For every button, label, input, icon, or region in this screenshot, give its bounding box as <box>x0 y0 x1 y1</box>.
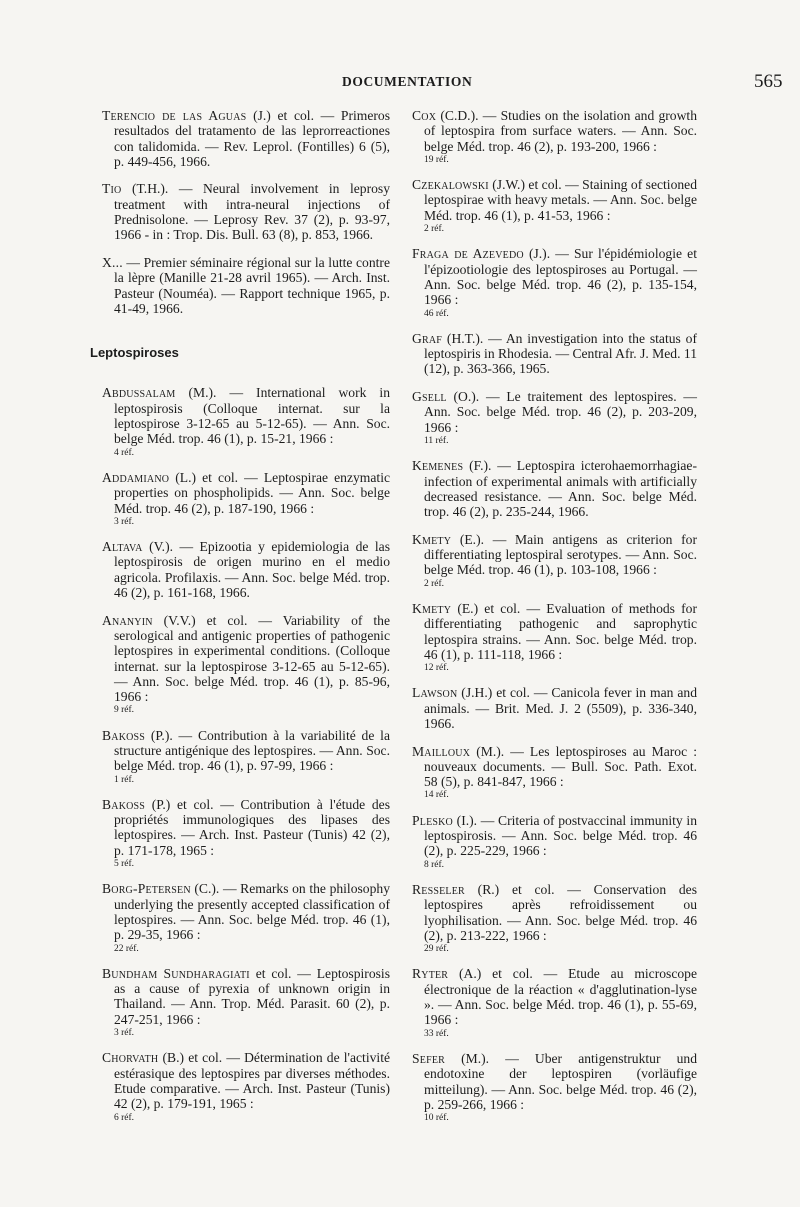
bibliography-entry <box>412 966 697 1038</box>
entry-citation: (C.). — Remarks on the philosophy underlying the presently accepted classification of leptospires. — Ann. Soc. belge Méd. trop. 46 (1), p. 29-35, 1966 : <box>114 881 390 943</box>
reference-count: 3 réf. <box>114 516 135 527</box>
entry-author: Abdussalam <box>102 385 176 401</box>
reference-count: 11 réf. <box>424 435 449 446</box>
bibliography-entry <box>102 728 390 785</box>
reference-count: 4 réf. <box>114 447 135 458</box>
bibliography-entry <box>102 470 390 527</box>
running-title: DOCUMENTATION <box>342 74 473 89</box>
entry-author: Kemenes <box>412 458 464 474</box>
reference-count: 46 réf. <box>424 308 449 319</box>
entry-citation: (T.H.). — Neural involvement in leprosy treatment with intra-neural injections of Prednisolone. — Leprosy Rev. 37 (2), p. 93-97, 1966 - in : Trop. Dis. Bull. 63 (8), p. 853, 1966. <box>114 181 390 243</box>
reference-count: 14 réf. <box>424 790 449 801</box>
bibliography-entry <box>412 744 697 801</box>
entry-author: Bundham Sundharagiati <box>102 965 250 981</box>
entry-citation: (L.) et col. — Leptospirae enzymatic properties on phospholipids. — Ann. Soc. belge Méd. trop. 46 (2), p. 187-190, 1966 : <box>114 469 390 516</box>
entry-author: Ryter <box>412 966 449 982</box>
entry-citation: (E.) et col. — Evaluation of methods for differentiating pathogenic and saprophytic leptospira strains. — Ann. Soc. belge Méd. trop. 46 (1), p. 111-118, 1966 : <box>424 600 697 662</box>
entry-citation: (J.H.) et col. — Canicola fever in man and animals. — Brit. Med. J. 2 (5509), p. 336-340, 1966. <box>424 685 697 731</box>
right-column <box>412 108 697 1135</box>
reference-count: 8 réf. <box>424 859 445 870</box>
bibliography-entry <box>412 108 697 165</box>
reference-count: 10 réf. <box>424 1113 449 1124</box>
entry-author: X... <box>102 254 123 270</box>
reference-count: 29 réf. <box>424 944 449 955</box>
entry-author: Altava <box>102 539 143 555</box>
entry-author: Tio <box>102 181 122 197</box>
bibliography-entry <box>412 246 697 318</box>
entry-author: Kmety <box>412 531 452 547</box>
bibliography-entry <box>102 255 390 316</box>
bibliography-entry <box>412 458 697 519</box>
bibliography-entry <box>102 613 390 716</box>
bibliography-entry <box>412 331 697 377</box>
bibliography-entry <box>102 1050 390 1122</box>
bibliography-entry <box>412 177 697 234</box>
bibliography-entry <box>412 389 697 446</box>
entry-citation: (C.D.). — Studies on the isolation and growth of leptospira from surface waters. — Ann. Soc. belge Méd. trop. 46 (2), p. 193-200, 1966 : <box>424 108 697 154</box>
entry-author: Addamiano <box>102 469 170 485</box>
reference-count: 2 réf. <box>424 224 445 235</box>
bibliography-entry <box>412 813 697 870</box>
reference-count: 33 réf. <box>424 1028 449 1039</box>
reference-count: 6 réf. <box>114 1112 135 1123</box>
entry-author: Lawson <box>412 685 458 701</box>
bibliography-entry <box>102 797 390 869</box>
entry-author: Mailloux <box>412 743 471 759</box>
entry-author: Chorvath <box>102 1050 159 1066</box>
bibliography-entry <box>412 601 697 673</box>
bibliography-entry <box>412 685 697 731</box>
entry-author: Fraga de Azevedo <box>412 246 524 262</box>
entry-citation: (J.). — Sur l'épidémiologie et l'épizootiologie des leptospiroses au Portugal. — Ann. Soc. belge Méd. trop. 46 (2), p. 135-154, 1966 : <box>424 246 697 308</box>
bibliography-entry <box>102 966 390 1038</box>
entry-author: Cox <box>412 108 437 123</box>
reference-count: 3 réf. <box>114 1028 135 1039</box>
section-heading: Leptospiroses <box>90 345 179 361</box>
entry-author: Borg-Petersen <box>102 881 191 897</box>
leptospiroses-entries-left <box>102 385 390 1122</box>
reference-count: 12 réf. <box>424 663 449 674</box>
entry-citation: (P.). — Contribution à la variabilité de la structure antigénique des leptospires. — Ann. Soc. belge Méd. trop. 46 (1), p. 97-99, 1966 : <box>114 727 390 774</box>
entry-citation: (I.). — Criteria of postvaccinal immunity in leptospirosis. — Ann. Soc. belge Méd. trop. 46 (2), p. 225-229, 1966 : <box>424 812 697 859</box>
entry-citation: (O.). — Le traitement des leptospires. — Ann. Soc. belge Méd. trop. 46 (2), p. 203-209, 1966 : <box>424 389 697 435</box>
entry-citation: — Premier séminaire régional sur la lutte contre la lèpre (Manille 21-28 avril 1965). — Arch. Inst. Pasteur (Nouméa). — Rapport technique 1965, p. 41-49, 1966. <box>114 254 390 316</box>
leprosy-entries <box>102 108 390 316</box>
bibliography-entry <box>412 532 697 589</box>
bibliography-entry <box>102 881 390 953</box>
entry-citation: (V.V.) et col. — Variability of the serological and antigenic properties of pathogenic leptospires in experimental conditions. (Colloque internat. sur la leptospirose 3-12-65 au 5-12-65). — Ann. Soc. belge Méd. trop. 46 (1), p. 85-96, 1966 : <box>114 612 390 705</box>
entry-citation: (J.W.) et col. — Staining of sectioned leptospirae with heavy metals. — Ann. Soc. belge Méd. trop. 46 (1), p. 41-53, 1966 : <box>424 177 697 223</box>
entry-citation: (B.) et col. — Détermination de l'activité estérasique des leptospires par diverses méthodes. Etude comparative. — Arch. Inst. Pasteur (Tunis) 42 (2), p. 179-191, 1965 : <box>114 1050 390 1112</box>
entry-citation: (M.). — Uber antigenstruktur und endotoxine der leptospiren (vorläufige mitteilung). — Ann. Soc. belge Méd. trop. 46 (2), p. 259-266, 1966 : <box>424 1050 697 1112</box>
entry-author: Bakoss <box>102 727 146 743</box>
reference-count: 2 réf. <box>424 578 445 589</box>
bibliography-entry <box>412 1051 697 1123</box>
bibliography-entry <box>102 108 390 169</box>
bibliography-entry <box>412 882 697 954</box>
entry-citation: (F.). — Leptospira icterohaemorrhagiae-infection of experimental animals with artificially decreased resistance. — Ann. Soc. belge Méd. trop. 46 (2), p. 235-244, 1966. <box>424 458 697 520</box>
entry-author: Czekalowski <box>412 177 489 193</box>
bibliography-entry <box>102 181 390 242</box>
entry-author: Gsell <box>412 389 447 405</box>
reference-count: 22 réf. <box>114 943 139 954</box>
entry-citation: (M.). — International work in leptospirosis (Colloque internat. sur la leptospirose 3-12-65 au 5-12-65). — Ann. Soc. belge Méd. trop. 46 (1), p. 15-21, 1966 : <box>114 385 390 447</box>
entry-author: Ananyin <box>102 612 153 628</box>
entry-citation: (J.) et col. — Primeros resultados del tratamento de las leprorreactiones con talidomida. — Rev. Leprol. (Fontilles) 6 (5), p. 449-456, 1966. <box>114 108 391 169</box>
entry-citation: (A.) et col. — Etude au microscope électronique de la réaction « d'agglutination-lyse ». — Ann. Soc. belge Méd. trop. 46 (1), p. 55-69, 1966 : <box>424 966 697 1028</box>
entry-citation: (R.) et col. — Conservation des leptospires après refroidissement ou lyophilisation. — Ann. Soc. belge Méd. trop. 46 (2), p. 213-222, 1966 : <box>424 881 697 943</box>
entry-author: Bakoss <box>102 796 146 812</box>
entry-citation: (P.) et col. — Contribution à l'étude des propriétés immunologiques des lipases des leptospires. — Arch. Inst. Pasteur (Tunis) 42 (2), p. 171-178, 1965 : <box>114 796 390 858</box>
entry-author: Terencio de las Aguas <box>102 108 247 123</box>
entry-citation: (V.). — Epizootia y epidemiologia de las leptospirosis de origen murino en el medio agricola. Profilaxis. — Ann. Soc. belge Méd. trop. 46 (2), p. 161-168, 1966. <box>114 539 390 601</box>
entry-citation: (M.). — Les leptospiroses au Maroc : nouveaux documents. — Bull. Soc. Path. Exot. 58 (5), p. 841-847, 1966 : <box>424 743 697 790</box>
entry-author: Resseler <box>412 881 465 897</box>
reference-count: 5 réf. <box>114 859 135 870</box>
reference-count: 19 réf. <box>424 154 449 165</box>
entry-author: Kmety <box>412 600 452 616</box>
bibliography-entry <box>102 385 390 457</box>
entry-citation: (E.). — Main antigens as criterion for differentiating leptospiral serotypes. — Ann. Soc. belge Méd. trop. 46 (1), p. 103-108, 1966 : <box>424 531 697 578</box>
entry-author: Sefer <box>412 1050 446 1066</box>
entry-author: Plesko <box>412 812 453 828</box>
reference-count: 1 réf. <box>114 774 135 785</box>
entry-citation: et col. — Leptospirosis as a cause of pyrexia of unknown origin in Thailand. — Ann. Trop. Méd. Parasit. 60 (2), p. 247-251, 1966 : <box>114 965 390 1027</box>
entry-author: Graf <box>412 330 443 346</box>
entry-citation: (H.T.). — An investigation into the status of leptospiris in Rhodesia. — Central Afr. J. Med. 11 (12), p. 363-366, 1965. <box>424 330 697 377</box>
reference-count: 9 réf. <box>114 705 135 716</box>
bibliography-entry <box>102 539 390 600</box>
page-header <box>0 71 800 98</box>
page-number: 565 <box>754 71 783 92</box>
left-column <box>90 108 391 1135</box>
